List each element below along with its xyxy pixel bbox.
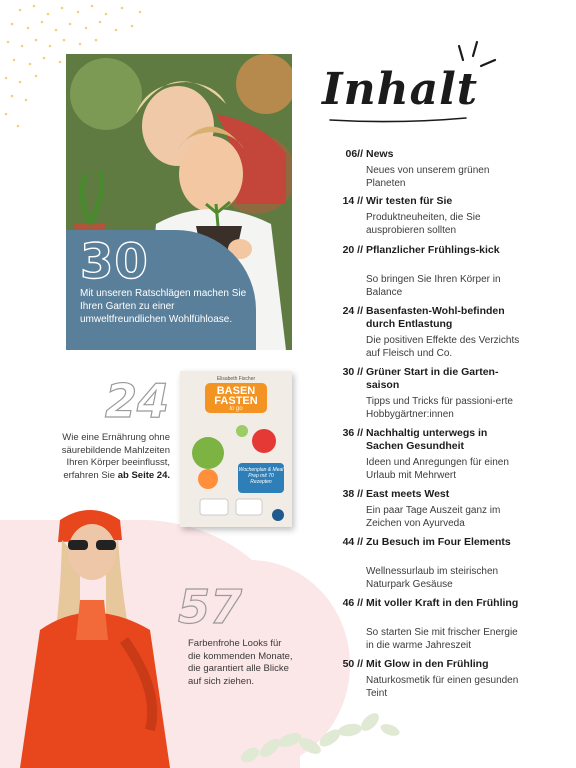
- page-title: Inhalt: [322, 64, 479, 115]
- feature-24-text: [58, 432, 170, 482]
- publisher-logo: [272, 509, 284, 521]
- feature-57-page-number[interactable]: 57: [178, 580, 243, 634]
- toc-page-number: 14 //: [342, 195, 363, 207]
- fashion-model-photo: [20, 500, 185, 768]
- toc-page-number: 50 //: [342, 658, 363, 670]
- leaf-decoration: [230, 700, 430, 768]
- feature-24-page-link[interactable]: ab Seite 24.: [117, 469, 170, 481]
- toc-title: Zu Besuch im Four Elements: [366, 536, 511, 548]
- toc-description: Ein paar Tage Auszeit ganz im Zeichen von Ayurveda: [366, 505, 501, 529]
- toc-title: Basenfasten-Wohl-befinden durch Entlastung: [366, 305, 505, 330]
- toc-page-number: 30 //: [342, 366, 363, 378]
- toc-page-number: 24 //: [342, 305, 363, 317]
- toc-description: Ideen und Anregungen für einen Urlaub mit Mehrwert: [366, 457, 509, 481]
- feature-30-text: Mit unseren Ratschlägen machen Sie Ihren Garten zu einer umweltfreundlichen Wohlfühloase.: [80, 288, 247, 325]
- toc-title: Wir testen für Sie: [366, 195, 453, 207]
- toc-description: Naturkosmetik für einen gesunden Teint: [366, 675, 519, 699]
- feature-24-page-number[interactable]: 24: [105, 374, 170, 428]
- toc-title: Mit Glow in den Frühling: [366, 658, 489, 670]
- title-underline: [328, 116, 468, 124]
- book-title-line1: BASEN: [216, 385, 256, 397]
- toc-title: East meets West: [366, 488, 450, 500]
- toc-description: So starten Sie mit frischer Energie in die warme Jahreszeit: [366, 627, 518, 651]
- book-author: Elisabeth Fischer: [216, 376, 256, 382]
- toc-title: Grüner Start in die Garten-saison: [366, 366, 499, 391]
- feature-57-text: Farbenfrohe Looks für die kommenden Monate, die garantiert alle Blicke auf sich ziehen.: [188, 638, 293, 687]
- book-food-illustration: [180, 371, 292, 527]
- toc-description: Wellnessurlaub im steirischen Naturpark Gesäuse: [366, 566, 499, 590]
- toc-page-number: 36 //: [342, 427, 363, 439]
- feature-30-page-number[interactable]: 30: [80, 234, 149, 290]
- toc-title: Mit voller Kraft in den Frühling: [366, 597, 519, 609]
- toc-page-number: 38 //: [342, 488, 363, 500]
- book-badge: Wochenplan & Meal Prep mit 70 Rezepten: [238, 463, 284, 493]
- toc-description: Die positiven Effekte des Verzichts auf Fleisch und Co.: [366, 335, 520, 359]
- toc-title: Nachhaltig unterwegs in Sachen Gesundheit: [366, 427, 488, 452]
- book-subtitle: to go: [229, 406, 243, 412]
- feature-24-description: Wie eine Ernährung ohne säurebildende Mahlzeiten Ihren Körper beeinflusst, erfahren Sie: [61, 432, 170, 481]
- toc-title: News: [366, 148, 394, 160]
- toc-title: Pflanzlicher Frühlings-kick: [366, 244, 500, 256]
- book-title-line2: FASTEN: [214, 395, 258, 407]
- toc-description: So bringen Sie Ihren Körper in Balance: [366, 274, 501, 298]
- toc-page-number: 46 //: [342, 597, 363, 609]
- toc-page-number: 20 //: [342, 244, 363, 256]
- toc-page-number: 06//: [345, 148, 363, 160]
- book-cover-basenfasten[interactable]: [180, 371, 292, 527]
- toc-description: Produktneuheiten, die Sie ausprobieren sollten: [366, 212, 481, 236]
- toc-page-number: 44 //: [342, 536, 363, 548]
- toc-description: Tipps und Tricks für passioni-erte Hobbygärtner:innen: [366, 396, 513, 420]
- toc-description: Neues von unserem grünen Planeten: [366, 165, 490, 189]
